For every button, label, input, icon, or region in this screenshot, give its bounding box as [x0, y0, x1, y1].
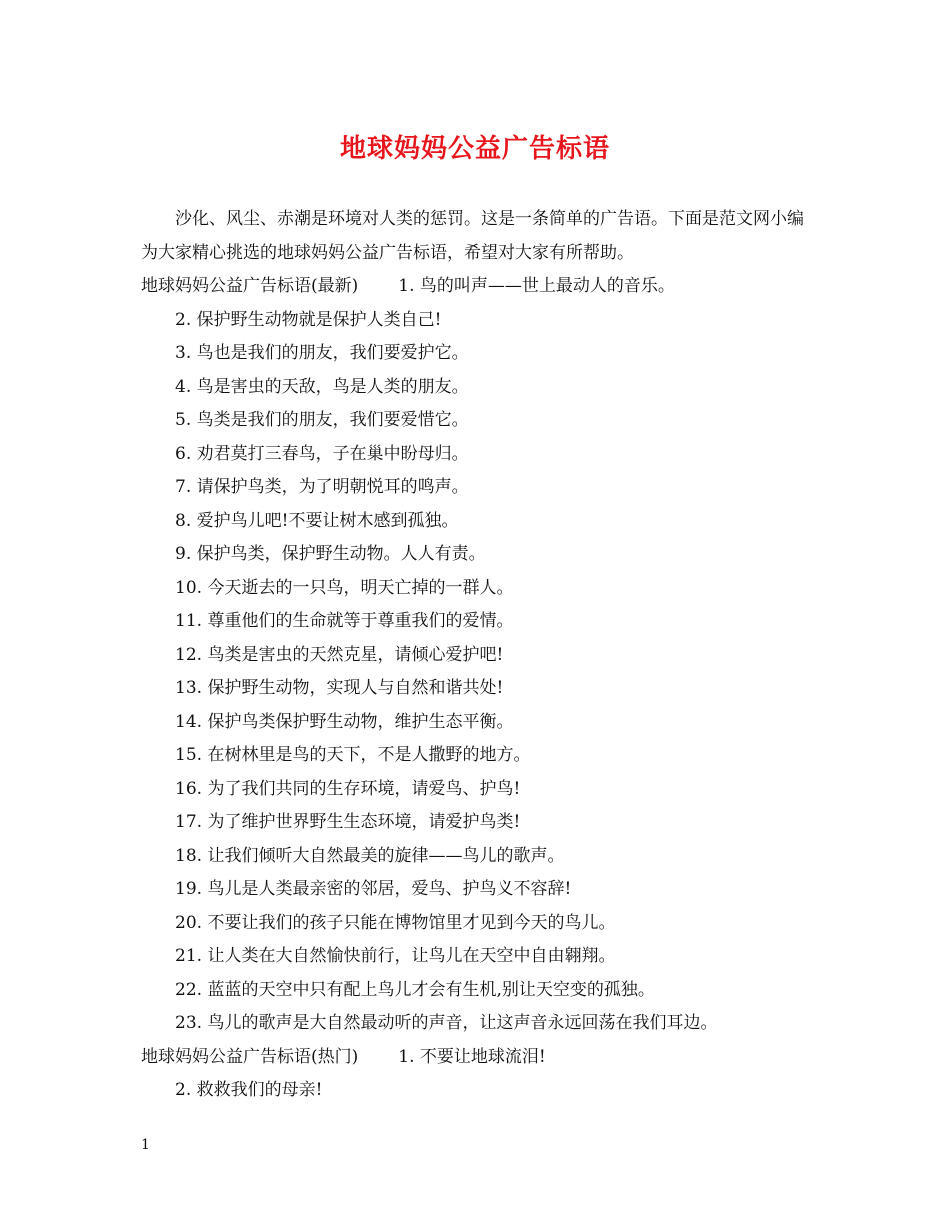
document-body [141, 203, 817, 1108]
page-number: 1 [141, 1137, 150, 1153]
list-item: 1. 不要让地球流泪! [398, 1046, 546, 1067]
list-item: 12. 鸟类是害虫的天然克星，请倾心爱护吧! [175, 644, 504, 665]
section-heading-popular [141, 1041, 817, 1075]
list-item: 11. 尊重他们的生命就等于尊重我们的爱情。 [175, 611, 514, 631]
document-title: 地球妈妈公益广告标语 [339, 134, 610, 164]
slogan-list-popular [141, 1074, 817, 1108]
list-item: 3. 鸟也是我们的朋友，我们要爱护它。 [175, 343, 469, 363]
list-item: 10. 今天逝去的一只鸟，明天亡掉的一群人。 [175, 577, 514, 598]
list-item: 19. 鸟儿是人类最亲密的邻居，爱鸟、护鸟义不容辞! [175, 879, 572, 899]
section-heading-text: 地球妈妈公益广告标语(热门) [141, 1046, 359, 1067]
list-item: 16. 为了我们共同的生存环境，请爱鸟、护鸟! [175, 778, 521, 799]
intro-paragraph: 沙化、风尘、赤潮是环境对人类的惩罚。这是一条简单的广告语。下面是范文网小编为大家精心挑选的地球妈妈公益广告标语，希望对大家有所帮助。 [141, 209, 804, 263]
list-item: 5. 鸟类是我们的朋友，我们要爱惜它。 [175, 410, 469, 430]
list-item: 4. 鸟是害虫的天敌，鸟是人类的朋友。 [175, 376, 469, 397]
list-item: 22. 蓝蓝的天空中只有配上鸟儿才会有生机,别让天空变的孤独。 [175, 979, 655, 1000]
list-item: 8. 爱护鸟儿吧!不要让树木感到孤独。 [175, 510, 459, 531]
list-item: 9. 保护鸟类，保护野生动物。人人有责。 [175, 544, 486, 564]
slogan-list-latest [141, 304, 817, 1041]
list-item: 17. 为了维护世界野生生态环境，请爱护鸟类! [175, 812, 521, 832]
list-item: 2. 保护野生动物就是保护人类自己! [175, 309, 442, 330]
list-item: 6. 劝君莫打三春鸟，子在巢中盼母归。 [175, 443, 469, 464]
list-item: 14. 保护鸟类保护野生动物，维护生态平衡。 [175, 711, 514, 732]
list-item: 21. 让人类在大自然愉快前行，让鸟儿在天空中自由翱翔。 [175, 946, 616, 966]
list-item: 20. 不要让我们的孩子只能在博物馆里才见到今天的鸟儿。 [175, 912, 616, 933]
section-heading-latest [141, 270, 817, 304]
list-item: 1. 鸟的叫声——世上最动人的音乐。 [398, 276, 675, 296]
list-item: 2. 救救我们的母亲! [175, 1080, 323, 1100]
list-item: 23. 鸟儿的歌声是大自然最动听的声音，让这声音永远回荡在我们耳边。 [175, 1013, 718, 1033]
list-item: 13. 保护野生动物，实现人与自然和谐共处! [175, 678, 504, 698]
list-item: 15. 在树林里是鸟的天下，不是人撒野的地方。 [175, 745, 531, 765]
list-item: 7. 请保护鸟类，为了明朝悦耳的鸣声。 [175, 477, 469, 497]
section-heading-text: 地球妈妈公益广告标语(最新) [141, 276, 359, 296]
list-item: 18. 让我们倾听大自然最美的旋律——鸟儿的歌声。 [175, 845, 565, 866]
